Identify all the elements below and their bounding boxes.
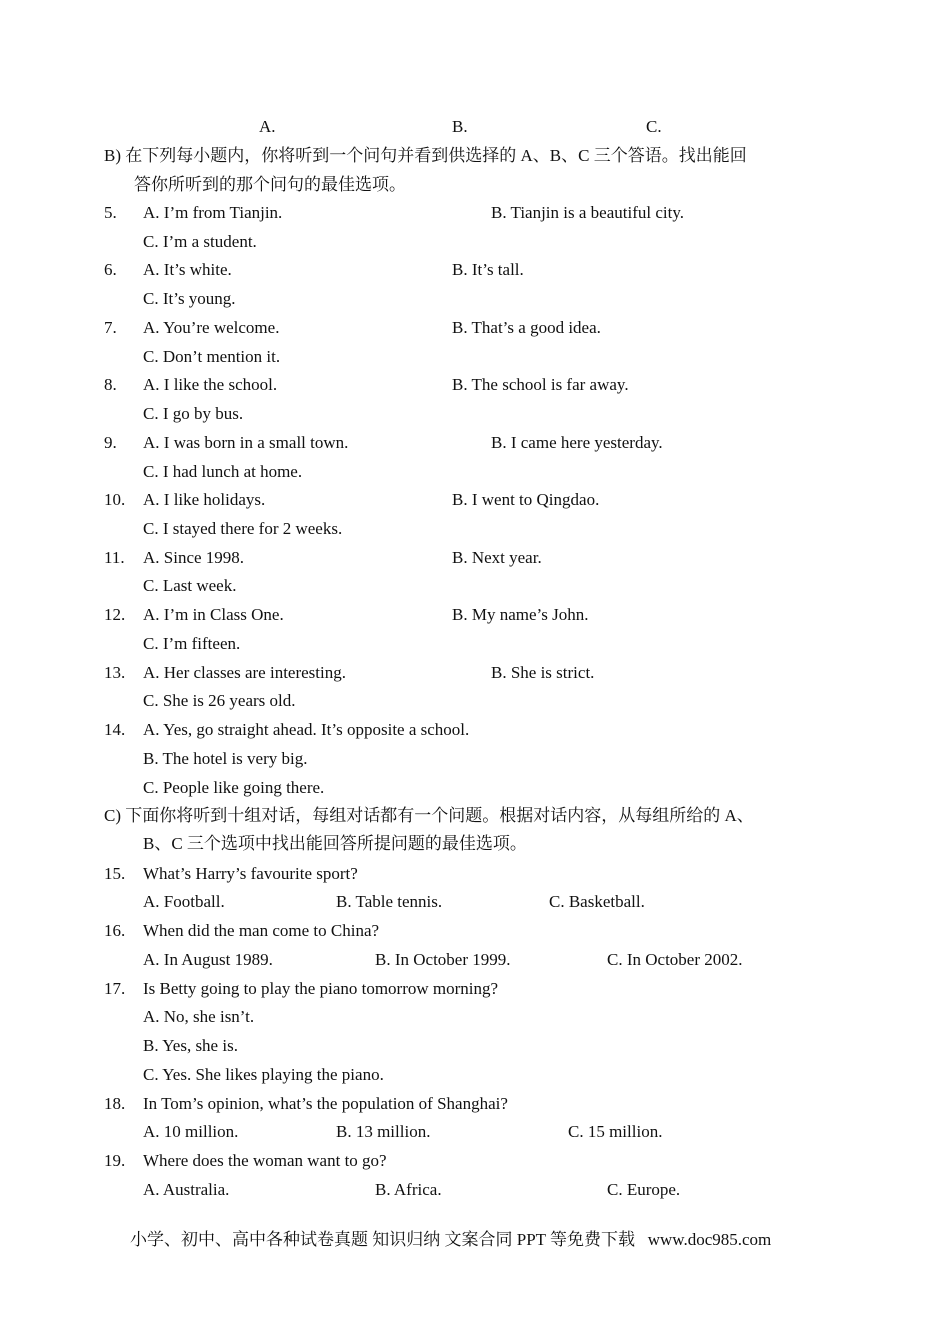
option-a: A. Football. bbox=[143, 892, 225, 911]
question-number: 17. bbox=[104, 979, 126, 998]
section-c-instruction-line1: C) 下面你将听到十组对话，每组对话都有一个问题。根据对话内容，从每组所给的 A、 bbox=[104, 806, 754, 825]
option-c: C. Don’t mention it. bbox=[143, 347, 281, 366]
option-b: B. 13 million. bbox=[336, 1122, 431, 1141]
question-number: 12. bbox=[104, 605, 126, 624]
option-c: C. I had lunch at home. bbox=[143, 462, 303, 481]
option-b: B. It’s tall. bbox=[452, 260, 524, 279]
option-b: B. Table tennis. bbox=[336, 892, 443, 911]
question-number: 10. bbox=[104, 490, 126, 509]
question-number: 18. bbox=[104, 1094, 126, 1113]
option-c: C. Last week. bbox=[143, 576, 237, 595]
option-a: A. I was born in a small town. bbox=[143, 433, 349, 452]
picture-option-b: B. bbox=[452, 117, 468, 136]
footer-text: 小学、初中、高中各种试卷真题 知识归纳 文案合同 PPT 等免费下载 www.doc985.com bbox=[130, 1230, 772, 1249]
option-b: B. Next year. bbox=[452, 548, 542, 567]
question-number: 5. bbox=[104, 203, 117, 222]
option-c: C. She is 26 years old. bbox=[143, 691, 296, 710]
question-number: 13. bbox=[104, 663, 126, 682]
option-b: B. Yes, she is. bbox=[143, 1036, 238, 1055]
option-c: C. It’s young. bbox=[143, 289, 236, 308]
question-number: 6. bbox=[104, 260, 117, 279]
option-b: B. In October 1999. bbox=[375, 950, 511, 969]
question-text: What’s Harry’s favourite sport? bbox=[143, 864, 358, 883]
question-number: 11. bbox=[104, 548, 125, 567]
option-b: B. Africa. bbox=[375, 1180, 442, 1199]
option-b: B. That’s a good idea. bbox=[452, 318, 601, 337]
option-b: B. The school is far away. bbox=[452, 375, 629, 394]
option-a: A. 10 million. bbox=[143, 1122, 239, 1141]
section-c-instruction-line2: B、C 三个选项中找出能回答所提问题的最佳选项。 bbox=[143, 834, 527, 853]
question-text: Where does the woman want to go? bbox=[143, 1151, 387, 1170]
option-c: C. In October 2002. bbox=[607, 950, 743, 969]
option-c: C. I stayed there for 2 weeks. bbox=[143, 519, 343, 538]
question-number: 7. bbox=[104, 318, 117, 337]
option-a: A. Since 1998. bbox=[143, 548, 245, 567]
option-b: B. The hotel is very big. bbox=[143, 749, 308, 768]
option-c: C. I’m fifteen. bbox=[143, 634, 241, 653]
option-b: B. My name’s John. bbox=[452, 605, 589, 624]
question-text: In Tom’s opinion, what’s the population of Shanghai? bbox=[143, 1094, 508, 1113]
option-c: C. I’m a student. bbox=[143, 232, 257, 251]
option-a: A. I like holidays. bbox=[143, 490, 266, 509]
option-b: B. I went to Qingdao. bbox=[452, 490, 600, 509]
option-a: A. Her classes are interesting. bbox=[143, 663, 346, 682]
question-text: Is Betty going to play the piano tomorrow morning? bbox=[143, 979, 499, 998]
option-a: A. You’re welcome. bbox=[143, 318, 280, 337]
question-number: 9. bbox=[104, 433, 117, 452]
option-a: A. I’m from Tianjin. bbox=[143, 203, 283, 222]
question-number: 19. bbox=[104, 1151, 126, 1170]
option-b: B. She is strict. bbox=[491, 663, 595, 682]
question-number: 16. bbox=[104, 921, 126, 940]
option-c: C. Yes. She likes playing the piano. bbox=[143, 1065, 384, 1084]
option-c: C. Basketball. bbox=[549, 892, 645, 911]
option-c: C. Europe. bbox=[607, 1180, 681, 1199]
option-a: A. No, she isn’t. bbox=[143, 1007, 255, 1026]
option-c: C. 15 million. bbox=[568, 1122, 663, 1141]
question-number: 15. bbox=[104, 864, 126, 883]
question-number: 14. bbox=[104, 720, 126, 739]
section-b-instruction-line1: B) 在下列每小题内，你将听到一个问句并看到供选择的 A、B、C 三个答语。找出能回 bbox=[104, 146, 747, 165]
section-b-instruction-line2: 答你所听到的那个问句的最佳选项。 bbox=[134, 175, 406, 194]
option-a: A. Yes, go straight ahead. It’s opposite a school. bbox=[143, 720, 470, 739]
option-a: A. It’s white. bbox=[143, 260, 232, 279]
option-a: A. I’m in Class One. bbox=[143, 605, 284, 624]
question-number: 8. bbox=[104, 375, 117, 394]
question-text: When did the man come to China? bbox=[143, 921, 380, 940]
option-a: A. I like the school. bbox=[143, 375, 278, 394]
picture-option-c: C. bbox=[646, 117, 662, 136]
option-c: C. People like going there. bbox=[143, 778, 325, 797]
option-b: B. Tianjin is a beautiful city. bbox=[491, 203, 684, 222]
picture-option-a: A. bbox=[259, 117, 276, 136]
option-a: A. Australia. bbox=[143, 1180, 230, 1199]
option-b: B. I came here yesterday. bbox=[491, 433, 663, 452]
option-c: C. I go by bus. bbox=[143, 404, 244, 423]
option-a: A. In August 1989. bbox=[143, 950, 273, 969]
